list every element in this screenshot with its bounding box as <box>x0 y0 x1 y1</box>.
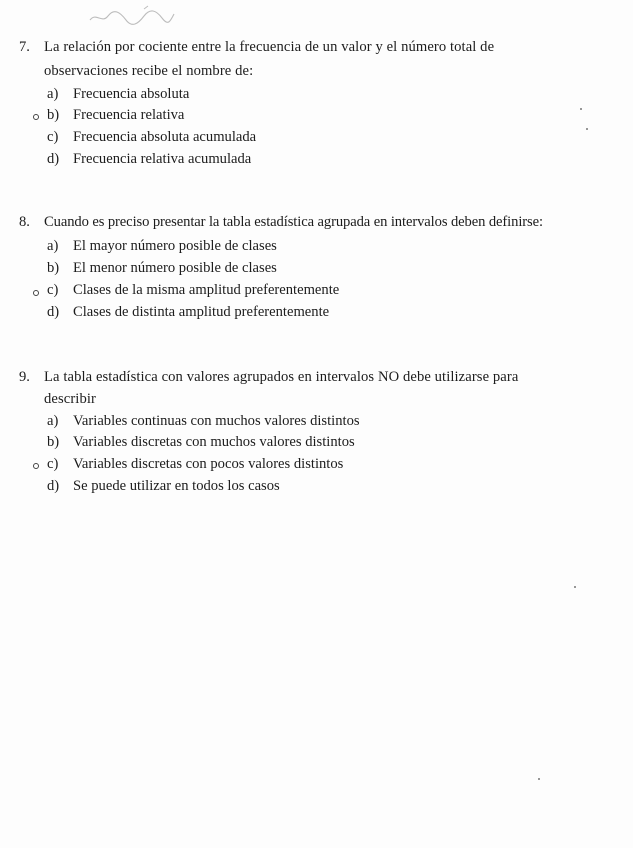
option-letter: c) <box>47 456 59 472</box>
question-number: 7. <box>19 39 30 55</box>
option-letter: b) <box>47 107 60 123</box>
scan-speck <box>538 778 540 780</box>
option-text: Frecuencia absoluta acumulada <box>73 129 257 145</box>
option-text: Variables continuas con muchos valores distintos <box>73 413 360 429</box>
option-text: Clases de la misma amplitud preferentemente <box>73 282 340 298</box>
answer-mark <box>33 114 39 120</box>
option-text: Frecuencia relativa <box>73 107 185 123</box>
option-text: El mayor número posible de clases <box>73 238 277 254</box>
option-letter: b) <box>47 260 60 276</box>
option-letter: c) <box>47 129 59 145</box>
question-text-line: describir <box>44 391 96 407</box>
option-letter: d) <box>47 151 60 167</box>
option-text: El menor número posible de clases <box>73 260 277 276</box>
option-letter: b) <box>47 434 60 450</box>
scan-speck <box>580 108 582 110</box>
option-letter: c) <box>47 282 59 298</box>
handwritten-scribble <box>86 4 176 28</box>
question-text-line: La relación por cociente entre la frecuencia de un valor y el número total de <box>44 39 495 55</box>
option-text: Clases de distinta amplitud preferentemente <box>73 304 330 320</box>
option-letter: a) <box>47 238 59 254</box>
option-text: Variables discretas con pocos valores distintos <box>73 456 344 472</box>
scan-speck <box>574 586 576 588</box>
option-letter: d) <box>47 304 60 320</box>
option-text: Se puede utilizar en todos los casos <box>73 478 280 494</box>
option-text: Frecuencia absoluta <box>73 86 190 102</box>
option-letter: d) <box>47 478 60 494</box>
answer-mark <box>33 290 39 296</box>
question-text-line: observaciones recibe el nombre de: <box>44 63 254 79</box>
option-letter: a) <box>47 86 59 102</box>
option-text: Variables discretas con muchos valores distintos <box>73 434 355 450</box>
question-text-line: Cuando es preciso presentar la tabla estadística agrupada en intervalos deben definirse: <box>44 214 543 230</box>
option-text: Frecuencia relativa acumulada <box>73 151 252 167</box>
question-number: 8. <box>19 214 30 230</box>
question-number: 9. <box>19 369 30 385</box>
question-text-line: La tabla estadística con valores agrupados en intervalos NO debe utilizarse para <box>44 369 519 385</box>
option-letter: a) <box>47 413 59 429</box>
answer-mark <box>33 463 39 469</box>
scan-speck <box>586 128 588 130</box>
